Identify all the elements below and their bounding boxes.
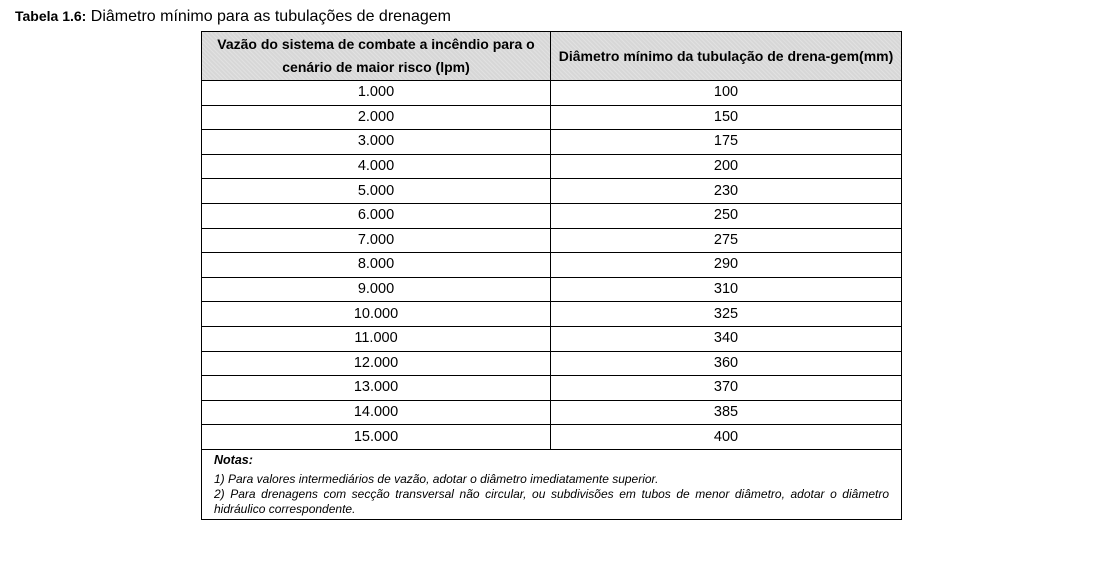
flow-cell: 2.000 [202, 105, 551, 130]
flow-cell: 1.000 [202, 81, 551, 106]
flow-cell: 7.000 [202, 228, 551, 253]
table-row [202, 154, 902, 179]
table-row [202, 351, 902, 376]
table-row [202, 400, 902, 425]
table-row [202, 179, 902, 204]
flow-cell: 15.000 [202, 425, 551, 450]
diameter-cell: 275 [551, 228, 902, 253]
diameter-cell: 310 [551, 277, 902, 302]
flow-cell: 8.000 [202, 253, 551, 278]
table-row [202, 425, 902, 450]
note-item-1: 1) Para valores intermediários de vazão, adotar o diâmetro imediatamente superior. [214, 471, 659, 486]
diameter-cell: 150 [551, 105, 902, 130]
table-row [202, 130, 902, 155]
diameter-cell: 100 [551, 81, 902, 106]
note-item-2: 2) Para drenagens com secção transversal não circular, ou subdivisões em tubos de menor diâmetro, adotar o diâmetro hidráulico correspondente. [214, 486, 889, 516]
table-row [202, 253, 902, 278]
caption-title: Diâmetro mínimo para as tubulações de drenagem [90, 8, 451, 25]
flow-cell: 4.000 [202, 154, 551, 179]
diameter-cell: 360 [551, 351, 902, 376]
table-caption [15, 6, 451, 27]
drainage-diameter-table [201, 31, 902, 520]
flow-cell: 5.000 [202, 179, 551, 204]
flow-cell: 14.000 [202, 400, 551, 425]
diameter-cell: 400 [551, 425, 902, 450]
flow-cell: 13.000 [202, 376, 551, 401]
header-row [202, 32, 902, 81]
column-header-diameter: Diâmetro mínimo da tubulação de drena-gem(mm) [551, 32, 902, 81]
table-row [202, 277, 902, 302]
flow-cell: 6.000 [202, 203, 551, 228]
diameter-cell: 230 [551, 179, 902, 204]
table-row [202, 81, 902, 106]
notes-cell [202, 449, 902, 519]
diameter-cell: 290 [551, 253, 902, 278]
table-row [202, 302, 902, 327]
diameter-cell: 250 [551, 203, 902, 228]
diameter-cell: 340 [551, 326, 902, 351]
diameter-cell: 200 [551, 154, 902, 179]
flow-cell: 9.000 [202, 277, 551, 302]
diameter-cell: 325 [551, 302, 902, 327]
flow-cell: 12.000 [202, 351, 551, 376]
column-header-flow: Vazão do sistema de combate a incêndio para o cenário de maior risco (lpm) [202, 32, 551, 81]
diameter-cell: 370 [551, 376, 902, 401]
flow-cell: 10.000 [202, 302, 551, 327]
caption-label: Tabela 1.6: [15, 8, 87, 24]
notes-row [202, 449, 902, 519]
diameter-cell: 175 [551, 130, 902, 155]
table-row [202, 326, 902, 351]
flow-cell: 3.000 [202, 130, 551, 155]
table-row [202, 376, 902, 401]
table-row [202, 228, 902, 253]
table-row [202, 105, 902, 130]
table-row [202, 203, 902, 228]
table-body [202, 81, 902, 450]
diameter-cell: 385 [551, 400, 902, 425]
flow-cell: 11.000 [202, 326, 551, 351]
notes-title: Notas: [214, 452, 253, 467]
